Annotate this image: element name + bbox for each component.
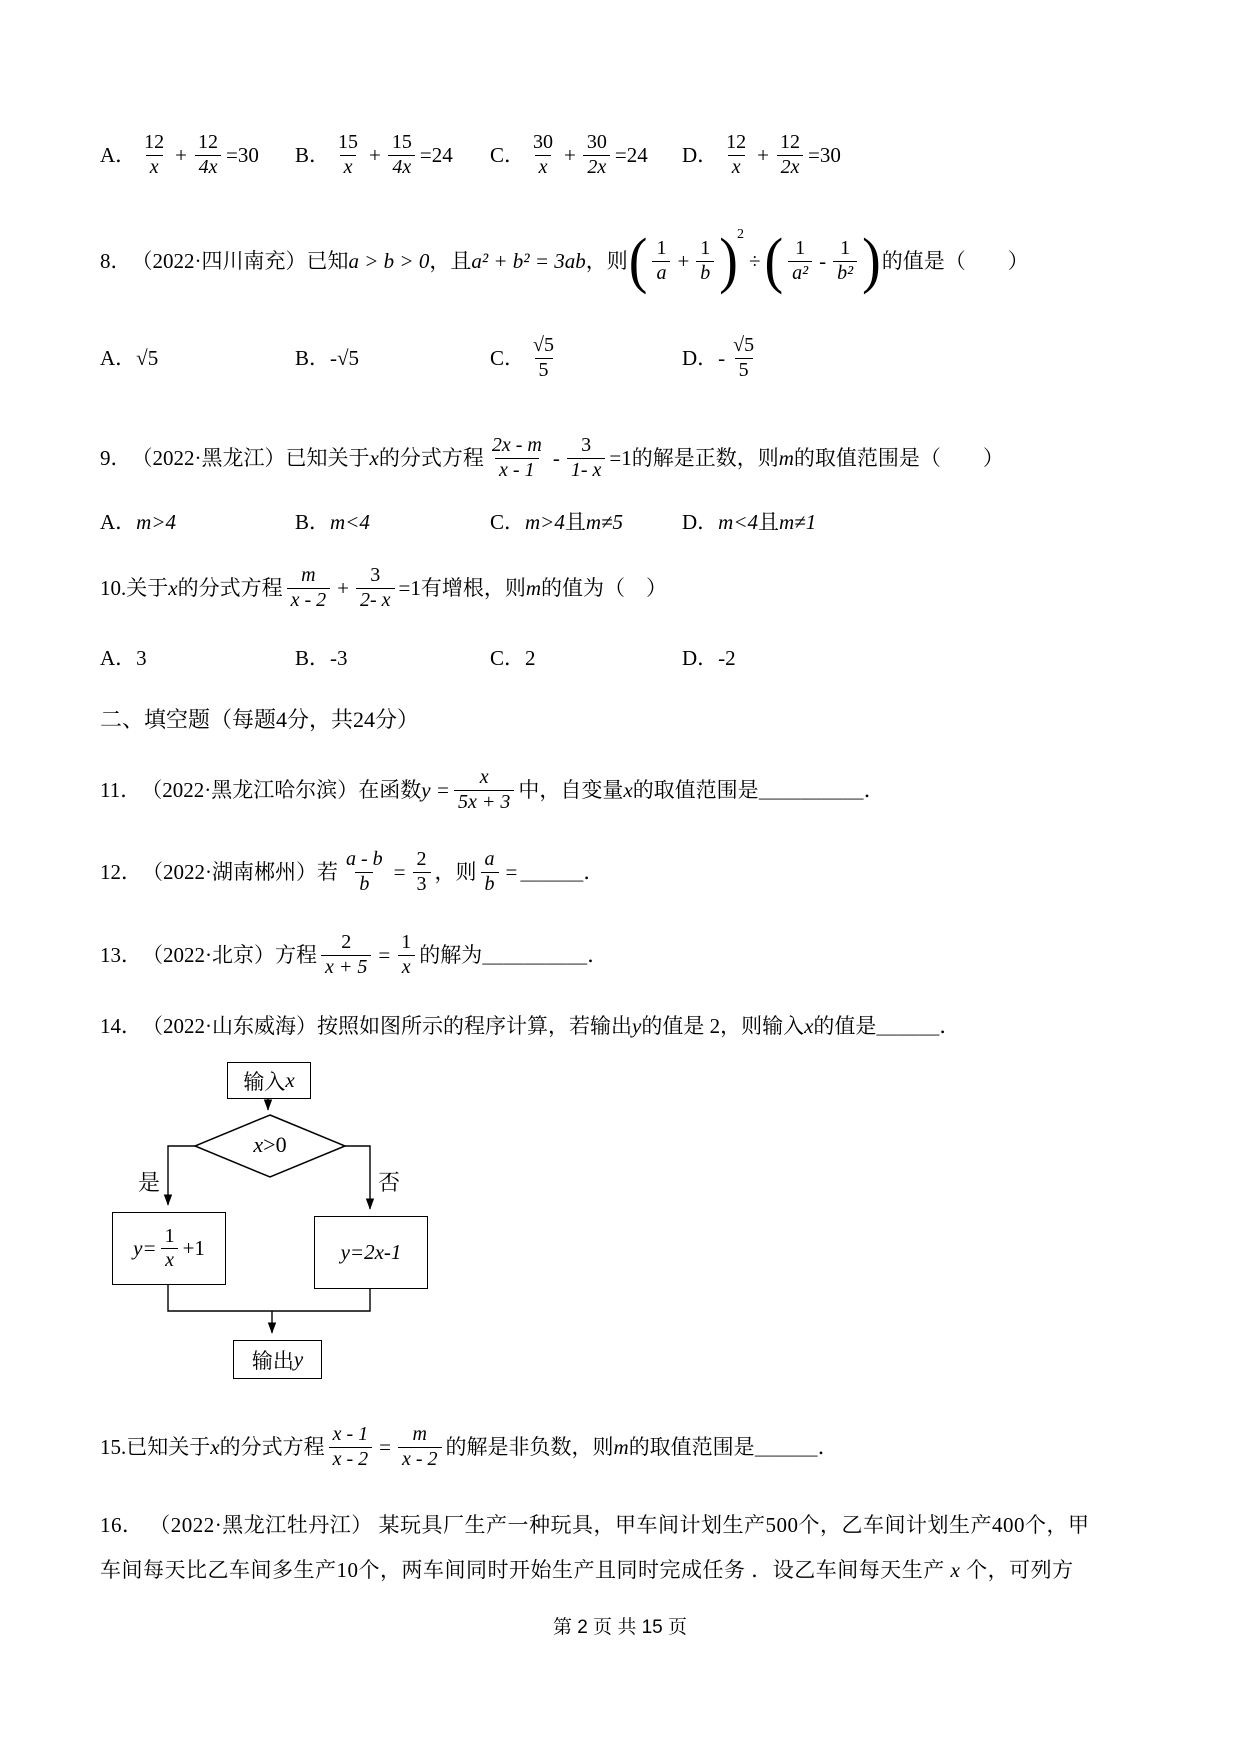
fraction: $\frac{12}{x}$	[726, 131, 747, 178]
question-number: 12．	[100, 860, 142, 885]
fraction: $\frac{√5}{5}$	[733, 333, 755, 381]
variable-x: x	[253, 1132, 264, 1158]
question-number: 9．	[100, 445, 132, 470]
equation-rhs: =24	[419, 143, 453, 168]
question-10	[100, 557, 1140, 619]
question-text: 已知关于	[126, 1435, 211, 1460]
q7-option-d	[682, 131, 1140, 179]
question-text: ，且	[429, 248, 472, 273]
option-label: C．	[490, 646, 526, 670]
fraction: $\frac{2}{x + 5}$	[321, 931, 371, 979]
q7-option-b	[295, 131, 490, 179]
q9-options-row	[100, 505, 1140, 539]
fraction: $\frac{1}{x}$	[161, 1225, 179, 1273]
plus-operator: +	[175, 143, 188, 168]
option-label: D．	[682, 509, 719, 534]
fraction: $\frac{30}{x}$	[533, 131, 554, 178]
q9-option-d	[682, 507, 1140, 537]
question-15	[100, 1417, 1140, 1477]
arrow-yes-branch	[168, 1146, 195, 1205]
question-text: 的分式方程	[219, 1435, 325, 1460]
q7-options-row	[100, 118, 1140, 193]
variable-m: m	[778, 445, 794, 470]
fraction: $\frac{15}{4x}$	[388, 131, 416, 179]
equation-rhs: =30	[808, 143, 841, 168]
period: ．	[817, 1435, 839, 1460]
math-inline: a² + b² = 3ab	[471, 248, 586, 273]
question-number: 16．	[100, 1513, 144, 1538]
question-16	[100, 1503, 1140, 1591]
question-source: （2022·四川南充）	[131, 248, 307, 273]
option-value: m≠1	[779, 509, 817, 534]
equation-rhs: =24	[614, 143, 648, 168]
section-2-header	[100, 703, 1140, 734]
question-text: 在函数	[358, 778, 422, 803]
arrow-no-branch	[345, 1146, 370, 1209]
period: ．	[939, 1014, 961, 1039]
option-label: C．	[490, 143, 526, 168]
no-label: 否	[378, 1170, 401, 1196]
fraction: $\frac{1}{x}$	[397, 931, 415, 979]
variable-x: x	[804, 1014, 814, 1039]
equals-operator: =	[393, 860, 406, 885]
period: ．	[587, 943, 609, 968]
option-value: -2	[718, 646, 736, 670]
question-number: 15.	[100, 1435, 127, 1460]
fraction: $\frac{m}{x - 2}$	[287, 564, 331, 612]
fraction: $\frac{1}{\text{b²}}$	[833, 237, 857, 285]
option-label: C．	[490, 509, 526, 534]
question-text: 已知	[306, 248, 349, 273]
plus-operator: +	[369, 143, 381, 168]
option-label: C．	[490, 345, 526, 370]
option-label: B．	[295, 345, 331, 370]
question-text: 已知关于	[285, 445, 370, 470]
q10-option-a	[100, 643, 295, 673]
fraction: $\frac{a - b}{b}$	[346, 848, 383, 895]
question-text: ，则	[434, 860, 477, 885]
option-value: m≠5	[585, 509, 624, 534]
question-text: 的解是正数，则	[631, 445, 779, 470]
answer-blank: ＿＿＿	[520, 860, 584, 885]
fraction: $\frac{15}{x}$	[338, 131, 359, 178]
option-label: B．	[295, 509, 331, 534]
option-label: A．	[100, 509, 137, 534]
variable-x: x	[369, 445, 379, 470]
question-source: （2022·黑龙江哈尔滨）	[141, 778, 359, 803]
option-label: D．	[682, 143, 719, 168]
plus-operator: +	[564, 143, 576, 168]
flowchart-output-box	[233, 1340, 322, 1379]
question-number: 13．	[100, 943, 142, 968]
question-source: （2022·黑龙江牡丹江）	[149, 1513, 373, 1538]
q9-option-c	[490, 507, 682, 537]
option-label: D．	[682, 345, 719, 370]
fraction: $\frac{3}{1- x}$	[567, 434, 606, 482]
and-text: 且	[564, 509, 586, 534]
question-number: 8．	[100, 248, 132, 273]
question-source: （2022·黑龙江）	[131, 445, 286, 470]
question-9	[100, 427, 1140, 489]
option-value: m<4	[718, 509, 759, 534]
question-text: 某玩具厂生产一种玩具，甲车间计划生产500个，乙车间计划生产400个，甲	[378, 1513, 1090, 1538]
question-text: 的取值范围是（ ）	[793, 445, 1004, 470]
question-text: 若	[317, 860, 338, 885]
question-text: 的值是 2，则输入	[641, 1014, 805, 1039]
fraction: $\frac{1}{b}$	[696, 237, 714, 285]
q7-option-a	[100, 131, 295, 179]
fraction: $\frac{12}{x}$	[144, 131, 165, 178]
fraction: $\frac{√5}{5}$	[533, 333, 554, 381]
variable-x: x	[168, 575, 178, 600]
variable-m: m	[525, 575, 542, 600]
fraction: $\frac{2}{3}$	[413, 848, 431, 896]
left-paren: (	[628, 226, 648, 296]
fraction: $\frac{3}{2- x}$	[356, 564, 395, 612]
section-title: 二、填空题（每题4分，共24分）	[100, 707, 420, 733]
fraction: $\frac{1}{\text{a²}}$	[788, 237, 812, 285]
question-text: 的值是	[813, 1014, 877, 1039]
question-text: 的解为	[419, 943, 483, 968]
page-number-text: 第 2 页 共 15 页	[552, 1617, 688, 1638]
question-text: 按照如图所示的程序计算，若输出	[317, 1014, 632, 1039]
option-label: A．	[100, 345, 137, 370]
equation-rhs: =1	[609, 445, 632, 470]
flowchart-yes-formula-box	[112, 1212, 226, 1285]
math-inline: y =	[421, 778, 450, 803]
equals-operator: =	[378, 943, 391, 968]
answer-blank: ＿＿＿	[754, 1435, 818, 1460]
minus-operator: -	[552, 445, 560, 470]
q10-option-c	[490, 643, 682, 673]
question-text: 关于	[126, 575, 169, 600]
question-number: 10.	[100, 575, 127, 600]
fraction: $\frac{x - 1}{x - 2}$	[329, 1423, 373, 1471]
question-14	[100, 1010, 1140, 1042]
right-paren: )	[719, 226, 738, 296]
formula-tail: +1	[182, 1236, 205, 1261]
period: ．	[583, 860, 605, 885]
output-label: 输出	[251, 1348, 294, 1373]
variable-x: x	[950, 1557, 961, 1582]
plus-operator: +	[337, 575, 349, 600]
minus-sign: -	[718, 345, 726, 370]
q9-option-a	[100, 507, 295, 537]
variable-x: x	[623, 778, 633, 803]
question-text: 的取值范围是	[632, 778, 759, 803]
question-text: 中，自变量	[518, 778, 624, 803]
variable-x: x	[285, 1068, 295, 1093]
formula-lead: y=	[133, 1236, 157, 1261]
q7-option-c	[490, 131, 682, 179]
period: ．	[863, 778, 885, 803]
equals-operator: =	[379, 1435, 391, 1460]
option-value: √5	[136, 345, 159, 370]
question-number: 14．	[100, 1014, 142, 1039]
fraction: $\frac{a}{b}$	[481, 848, 499, 896]
program-flowchart	[100, 1054, 560, 1389]
yes-label: 是	[138, 1170, 161, 1196]
question-text: 的取值范围是	[628, 1435, 755, 1460]
question-text: 的值为（ ）	[541, 575, 668, 600]
answer-blank: ＿＿＿＿＿	[482, 943, 588, 968]
option-value: m<4	[330, 509, 370, 534]
q10-option-b	[295, 643, 490, 673]
question-text: ，则	[585, 248, 628, 273]
q9-option-b	[295, 507, 490, 537]
option-label: B．	[295, 143, 331, 168]
formula: y=2x-1	[340, 1240, 402, 1265]
q8-option-b	[295, 343, 490, 373]
fraction: $\frac{x}{5x + 3}$	[454, 766, 514, 814]
option-value: 3	[136, 646, 147, 670]
minus-operator: -	[819, 248, 827, 273]
question-text: 有增根，则	[420, 575, 526, 600]
question-12	[100, 842, 1140, 902]
equation-rhs: =1	[398, 575, 421, 600]
flowchart-input-box	[227, 1062, 311, 1099]
fraction: $\frac{m}{x - 2}$	[398, 1423, 442, 1471]
option-label: B．	[295, 646, 331, 670]
answer-blank: ＿＿＿＿＿	[758, 778, 864, 803]
condition-rest: >0	[263, 1132, 287, 1158]
fraction: $\frac{12}{2x}$	[776, 131, 804, 179]
page-footer	[0, 1612, 1240, 1639]
option-label: D．	[682, 646, 719, 670]
option-value: -√5	[330, 345, 360, 370]
and-text: 且	[758, 509, 780, 534]
q8-option-a	[100, 343, 295, 373]
fraction: $\frac{12}{4x}$	[194, 131, 222, 179]
question-number: 11．	[100, 778, 142, 803]
question-text: 个，可列方	[966, 1557, 1074, 1582]
plus-operator: +	[757, 143, 770, 168]
variable-m: m	[613, 1435, 629, 1460]
variable-x: x	[210, 1435, 220, 1460]
fraction: $\frac{30}{2x}$	[583, 131, 611, 179]
right-paren: )	[862, 226, 881, 296]
question-source: （2022·北京）	[142, 943, 275, 968]
input-label: 输入	[243, 1069, 286, 1094]
option-value: m>4	[525, 509, 565, 534]
math-inline: a > b > 0	[348, 248, 430, 273]
question-text: 车间每天比乙车间多生产10个，两车间同时开始生产且同时完成任务 ．设乙车间每天生产	[100, 1557, 945, 1582]
flowchart-condition-text	[238, 1132, 302, 1158]
fraction: $\frac{1}{a}$	[652, 237, 670, 285]
option-value: m>4	[136, 509, 177, 534]
q10-options-row	[100, 643, 1140, 673]
q10-option-d	[682, 643, 1140, 673]
question-13	[100, 926, 1140, 984]
question-text: 的分式方程	[378, 445, 484, 470]
question-11	[100, 760, 1140, 820]
option-value: -3	[330, 646, 348, 670]
question-text: 的值是（ ）	[881, 248, 1029, 273]
question-source: （2022·山东威海）	[142, 1014, 317, 1039]
question-text: 的分式方程	[177, 575, 283, 600]
q8-option-d	[682, 334, 1140, 382]
q8-options-row	[100, 319, 1140, 397]
answer-blank: ＿＿＿	[876, 1014, 940, 1039]
option-label: A．	[100, 646, 137, 670]
fraction: $\frac{2x - m}{x - 1}$	[491, 433, 542, 481]
equation-rhs: =30	[226, 143, 259, 168]
flowchart-no-formula-box	[314, 1216, 428, 1289]
option-value: 2	[525, 646, 536, 670]
question-text: 方程	[275, 943, 317, 968]
q8-option-c	[490, 334, 682, 382]
square-exponent: 2	[736, 226, 744, 242]
equals-operator: =	[505, 860, 518, 885]
question-text: 的解是非负数，则	[445, 1435, 614, 1460]
variable-y: y	[632, 1014, 642, 1039]
variable-y: y	[293, 1347, 304, 1372]
option-label: A．	[100, 143, 137, 168]
question-source: （2022·湖南郴州）	[142, 860, 317, 885]
plus-operator: +	[677, 248, 690, 273]
question-8	[100, 217, 1140, 305]
left-paren: (	[764, 226, 784, 296]
divide-operator: ÷	[748, 248, 761, 273]
